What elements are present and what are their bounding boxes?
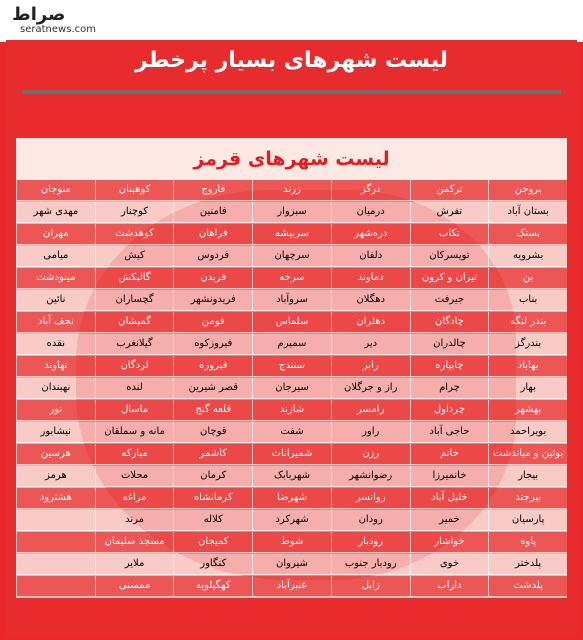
city-cell: بهاباد [488,356,567,376]
city-cell: قوچان [173,422,252,442]
title-divider [22,90,561,94]
city-cell: سیرجان [252,378,331,398]
city-cell: پلدختر [488,554,567,574]
city-cell: کوهدشت [95,224,174,244]
city-cell: بوئین و میاندشت [488,444,567,464]
city-cell: گیلانغرب [95,334,174,354]
site-url: seratnews.com [20,24,96,35]
city-cell: خلیل آباد [410,488,489,508]
city-cell: بیرجند [488,488,567,508]
city-cell: ممسنی [95,576,174,596]
city-cell: راور [331,422,410,442]
city-cell: شهرضا [252,488,331,508]
city-cell: مرند [95,510,174,530]
city-cell: مراغه [95,488,174,508]
city-cell: خمیر [410,510,489,530]
table-row [16,378,567,399]
city-cell: کوهبنان [95,180,174,200]
city-cell: بندر لنگه [488,312,567,332]
city-cell: نهاوند [16,356,95,376]
city-cell: لردگان [95,356,174,376]
table-row [16,334,567,355]
table-row [16,202,567,223]
city-cell: مهران [16,224,95,244]
city-cell: بندرگز [488,334,567,354]
city-cell: مسجد سلیمان [95,532,174,552]
city-cell: بشرویه [488,246,567,266]
city-cell: ملایر [95,554,174,574]
table-row [16,488,567,509]
table-row [16,224,567,245]
city-cell: کمیجان [173,532,252,552]
city-cell: حاجی آباد [410,422,489,442]
city-cell: کهگیلویه [173,576,252,596]
city-cell: فومن [173,312,252,332]
city-cell: فریدن [173,268,252,288]
city-cell: میامی [16,246,95,266]
city-cell: دهگلان [331,290,410,310]
city-cell: درگز [331,180,410,200]
main-title: لیست شهرهای بسیار پرخطر [135,48,448,73]
city-cell: بناب [488,290,567,310]
table-row [16,554,567,575]
city-cell: گالیکش [95,268,174,288]
city-cell: لنده [95,378,174,398]
city-cell: سبزوار [252,202,331,222]
city-cell: بروجن [488,180,567,200]
city-cell: دیر [331,334,410,354]
city-cell: بستک [488,224,567,244]
city-cell: بن [488,268,567,288]
city-cell: سلماس [252,312,331,332]
table-row [16,510,567,531]
city-cell: پارسیان [488,510,567,530]
city-cell: خانمیرزا [410,466,489,486]
table-row [16,180,567,201]
city-cell: فاروج [173,180,252,200]
city-cell: تیران و کرون [410,268,489,288]
table-row [16,246,567,267]
table-row [16,400,567,421]
city-cell [16,510,95,530]
city-cell: کیش [95,246,174,266]
city-cell: پلدشت [488,576,567,596]
city-cell: شازند [252,400,331,420]
city-cell: چالدران [410,334,489,354]
city-cell: دماوند [331,268,410,288]
city-cell [16,576,95,596]
city-cell: خوی [410,554,489,574]
city-cell: رزن [331,444,410,464]
city-cell: مانه و سملقان [95,422,174,442]
city-cell: رابر [331,356,410,376]
city-cell: خواشار [410,532,489,552]
city-cell: زرند [252,180,331,200]
city-cell [16,554,95,574]
city-cell: بهار [488,378,567,398]
city-cell: شهرکرد [252,510,331,530]
city-cell: محلات [95,466,174,486]
city-cell: سرچهان [252,246,331,266]
city-cell: رودبار جنوب [331,554,410,574]
city-cell: شیروان [252,554,331,574]
city-cell: روانسر [331,488,410,508]
city-cell: چادگان [410,312,489,332]
city-cell: فیروزکوه [173,334,252,354]
table-row [16,356,567,377]
city-cell: فریدونشهر [173,290,252,310]
city-cell [16,532,95,552]
city-cell: راز و جرگلان [331,378,410,398]
city-cell: کنگاور [173,554,252,574]
cities-table [16,180,567,598]
city-cell: گمیشان [95,312,174,332]
city-cell: رضوانشهر [331,466,410,486]
city-cell: دلفان [331,246,410,266]
table-row [16,444,567,465]
city-cell: گچساران [95,290,174,310]
city-cell: مبارکه [95,444,174,464]
city-cell: بهشهر [488,400,567,420]
table-row [16,466,567,487]
city-cell: تکاب [410,224,489,244]
city-cell: قصر شیرین [173,378,252,398]
table-row [16,422,567,443]
city-cell: شوط [252,532,331,552]
city-cell: رامسر [331,400,410,420]
subtitle: لیست شهرهای قرمز [193,148,390,170]
city-cell: سرخه [252,268,331,288]
city-cell: جیرفت [410,290,489,310]
city-cell: بیجار [488,466,567,486]
city-cell: سنندج [252,356,331,376]
city-cell: تویسرکان [410,246,489,266]
city-cell: پاوه [488,532,567,552]
city-cell: رودان [331,510,410,530]
city-cell: چرام [410,378,489,398]
city-cell: کاشمر [173,444,252,464]
table-row [16,312,567,333]
city-cell: نور [16,400,95,420]
city-cell: سربیشه [252,224,331,244]
city-cell: خاتم [410,444,489,464]
city-cell: سمیرم [252,334,331,354]
city-cell: بویراحمد [488,422,567,442]
city-cell: ترکمن [410,180,489,200]
city-cell: هرسین [16,444,95,464]
city-cell: عنبرآباد [252,576,331,596]
city-cell: قلعه گنج [173,400,252,420]
city-cell: رودبار [331,532,410,552]
city-cell: فیروزه [173,356,252,376]
city-cell: شفت [252,422,331,442]
city-cell: دره‌شهر [331,224,410,244]
table-row [16,576,567,597]
city-cell: نقده [16,334,95,354]
city-cell: کلاله [173,510,252,530]
poster-frame [6,40,577,636]
city-cell: چایپاره [410,356,489,376]
city-cell: فراهان [173,224,252,244]
top-strip [0,0,583,42]
city-cell: نجف آباد [16,312,95,332]
city-cell: سروآباد [252,290,331,310]
city-cell: نیشابور [16,422,95,442]
table-row [16,532,567,553]
city-cell: هشترود [16,488,95,508]
city-cell: تفرش [410,202,489,222]
city-cell: شمیرانات [252,444,331,464]
city-cell: بستان آباد [488,202,567,222]
city-cell: نهبندان [16,378,95,398]
city-cell: فردوس [173,246,252,266]
city-cell: کرمانشاه [173,488,252,508]
city-cell: دهلران [331,312,410,332]
city-cell: نائین [16,290,95,310]
city-cell: منوجان [16,180,95,200]
city-cell: کرمان [173,466,252,486]
city-cell: زابل [331,576,410,596]
city-cell: کوچنار [95,202,174,222]
city-cell: ماسال [95,400,174,420]
table-row [16,268,567,289]
city-cell: مینودشت [16,268,95,288]
city-cell: هرمز [16,466,95,486]
site-logo: صراط [12,4,66,25]
city-cell: شهربابک [252,466,331,486]
city-cell: داراب [410,576,489,596]
city-cell: درمیان [331,202,410,222]
city-cell: فامنین [173,202,252,222]
city-cell: مهدی شهر [16,202,95,222]
table-row [16,290,567,311]
city-cell: چرداول [410,400,489,420]
